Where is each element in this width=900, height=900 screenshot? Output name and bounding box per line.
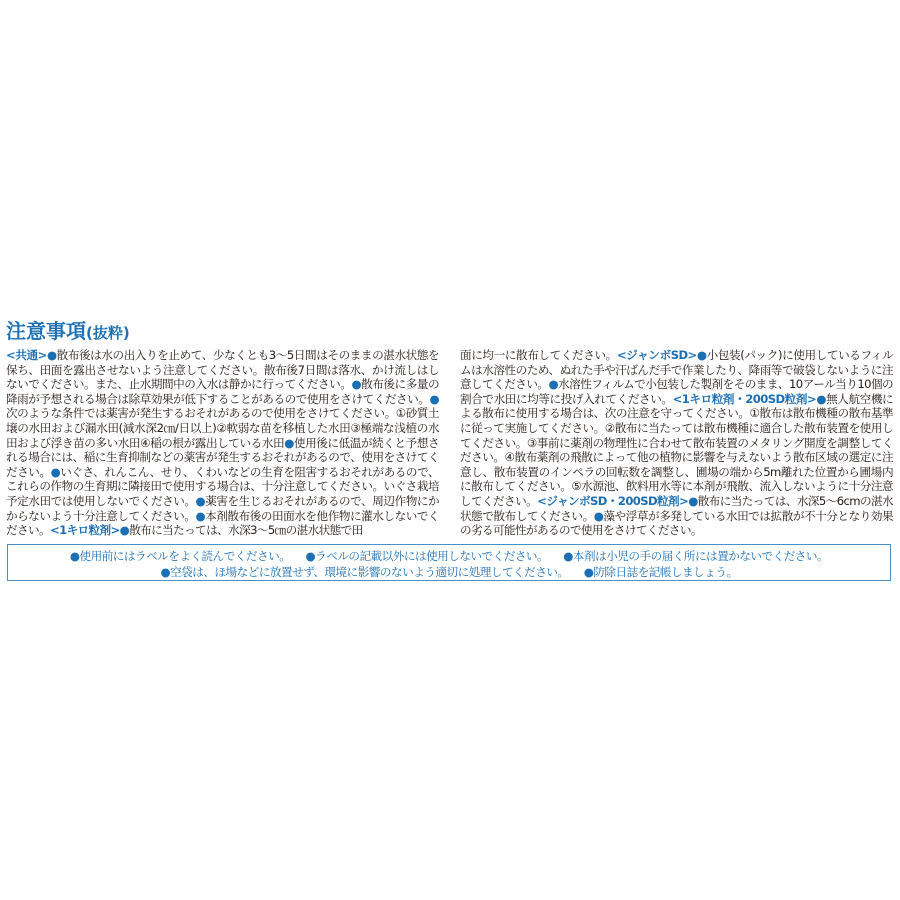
bullet-icon: ● xyxy=(816,391,827,406)
bullet-icon: ● xyxy=(69,549,80,563)
section-header-common: <共通> xyxy=(6,348,47,362)
general-notice-box xyxy=(7,544,891,581)
bullet-icon: ● xyxy=(195,508,206,523)
bullet-icon: ● xyxy=(305,549,316,563)
bullet-icon: ● xyxy=(593,508,604,523)
bullet-icon: ● xyxy=(46,348,57,362)
section-title-main: 注意事項 xyxy=(6,319,86,343)
bullet-icon: ● xyxy=(284,435,294,450)
section-header-kilo-200sd: <1キロ粒剤・200SD粒剤> xyxy=(672,391,817,406)
notice-line xyxy=(8,565,890,579)
notice-item xyxy=(306,549,549,563)
precaution-item: 散布に当たっては、水深3～5㎝の湛水状態で田 xyxy=(129,523,363,538)
bullet-icon: ● xyxy=(696,348,707,362)
bullet-icon: ● xyxy=(548,377,559,392)
section-title xyxy=(6,318,130,346)
bullet-icon: ● xyxy=(195,493,206,508)
bullet-icon: ● xyxy=(688,493,698,508)
section-header-jumbo-200sd: <ジャンボSD・200SD粒剤> xyxy=(537,493,689,508)
precaution-item: いぐさ、れんこん、せり、くわいなどの生育を阻害するおそれがあるので、これらの作物の生育期に隣接田で使用する場合は、十分注意してください。いぐさ栽培予定水田では使用しないでください。 xyxy=(6,464,439,508)
bullet-icon: ● xyxy=(583,565,594,579)
bullet-icon: ● xyxy=(119,523,130,538)
precaution-item: 水溶性フィルムで小包装した製剤をそのまま、10アール当り10個の割合で水田に均等に投げ入れてください。 xyxy=(460,377,893,406)
precaution-item: 使用後に低温が続くと予想される場合には、稲に生育抑制などの薬害が発生するおそれがあるので、使用をさけてください。 xyxy=(6,435,439,479)
precaution-item: 小包装(パック)に使用しているフィルムは水溶性のため、ぬれた手や汗ばんだ手で作業したり、降雨等で破袋しないように注意してください。 xyxy=(460,348,893,392)
precaution-item: 藻や浮草が多発している水田では拡散が不十分となり効果の劣る可能性があるので使用をさけてください。 xyxy=(460,508,893,538)
notice-text: ラベルの記載以外には使用しないでください。 xyxy=(315,549,549,563)
section-header-kilo-granule: <1キロ粒剤> xyxy=(49,523,120,538)
notice-text: 防除日誌を記帳しましょう。 xyxy=(593,565,738,579)
precaution-item: 薬害を生じるおそれがあるので、周辺作物にかからないよう十分注意してください。 xyxy=(6,493,439,523)
notice-text: 本剤は小児の手の届く所には置かないでください。 xyxy=(572,549,829,563)
bullet-icon: ● xyxy=(160,565,171,579)
notice-item xyxy=(584,565,738,579)
bullet-icon: ● xyxy=(429,391,439,406)
precaution-item: 次のような条件では薬害が発生するおそれがあるので使用をさけてください。①砂質土壌の水田および漏水田(減水深2㎝/日以上)②軟弱な苗を移植した水田③極端な浅植の水田および浮き苗の多い水田④稲の根が露出している水田 xyxy=(6,406,439,450)
notice-line xyxy=(8,549,890,563)
precaution-item-continued: 面に均一に散布してください。 xyxy=(460,348,617,362)
precaution-item: 散布後は水の出入りを止めて、少なくとも3～5日間はそのままの湛水状態を保ち、田面を露出させないよう注意してください。散布後7日間は落水、かけ流しはしないでください。また、止水期間中の入水は静かに行ってください。 xyxy=(6,348,439,392)
notice-item xyxy=(70,549,290,563)
section-header-jumbo-sd: <ジャンボSD> xyxy=(616,348,697,362)
bullet-icon: ● xyxy=(563,549,573,563)
precautions-left-column xyxy=(6,348,439,538)
notice-item xyxy=(160,565,568,579)
precaution-item: 本剤散布後の田面水を他作物に灌水しないでください。 xyxy=(6,508,439,538)
precautions-right-column xyxy=(460,348,893,538)
precaution-item: 無人航空機による散布に使用する場合は、次の注意を守ってください。①散布は散布機種の散布基準に従って実施してください。②散布に当たっては散布機種に適合した散布装置を使用してください。③事前に薬剤の物理性に合わせて散布装置のメタリング開度を調整してください。④散布薬剤の飛散によって他の植物に影響を与えないよう散布区域の選定に注意し、散布装置のインペラの回転数を調整し、圃場の端から5m離れた位置から圃場内に散布してください。⑤水源池、飲料用水等に本剤が飛散、流入しないように十分注意してください。 xyxy=(460,391,893,508)
notice-text: 使用前にはラベルをよく読んでください。 xyxy=(79,549,291,563)
bullet-icon: ● xyxy=(50,464,61,479)
section-title-sub: (抜粋) xyxy=(86,324,130,342)
bullet-icon: ● xyxy=(351,377,362,392)
notice-item xyxy=(563,549,828,563)
precaution-item: 散布に当たっては、水深5～6cmの湛水状態で散布してください。 xyxy=(460,493,893,523)
notice-text: 空袋は、ほ場などに放置せず、環境に影響のないよう適切に処理してください。 xyxy=(170,565,569,579)
precaution-item: 散布後に多量の降雨が予想される場合は除草効果が低下することがあるので使用をさけてください。 xyxy=(6,377,439,406)
